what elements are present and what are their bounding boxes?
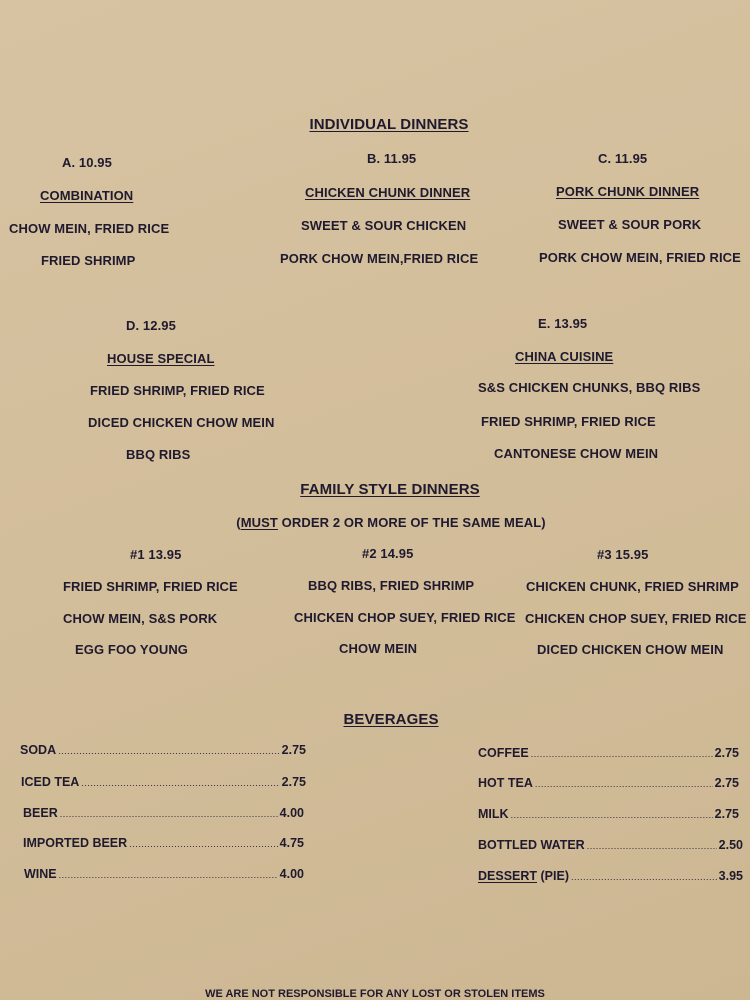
dinner-a-price: A. 10.95 (62, 155, 112, 170)
dinner-c-item: PORK CHOW MEIN, FRIED RICE (539, 250, 741, 265)
beverage-price: 3.95 (718, 869, 743, 883)
family-2-item: BBQ RIBS, FRIED SHRIMP (308, 578, 475, 593)
family-2-item: CHICKEN CHOP SUEY, FRIED RICE (294, 610, 516, 625)
beverage-name: SODA (20, 743, 57, 757)
family-dinners-note (236, 515, 545, 530)
beverage-name: MILK (478, 807, 509, 821)
beverage-name-wrap (478, 869, 569, 883)
leader-dots (587, 838, 717, 852)
beverage-name: IMPORTED BEER (23, 836, 128, 850)
dinner-c-item: SWEET & SOUR PORK (558, 217, 702, 232)
note-must: MUST (240, 515, 278, 530)
dinner-d-item: BBQ RIBS (126, 447, 191, 462)
beverage-row (478, 746, 739, 760)
dinner-d-name: HOUSE SPECIAL (107, 351, 215, 366)
beverage-price: 2.50 (718, 838, 743, 852)
leader-dots (531, 746, 713, 760)
beverage-row (478, 869, 743, 883)
family-3-item: CHICKEN CHOP SUEY, FRIED RICE (525, 611, 747, 626)
dinner-c-name: PORK CHUNK DINNER (556, 184, 700, 199)
family-3-item: CHICKEN CHUNK, FRIED SHRIMP (526, 579, 739, 594)
beverage-name: HOT TEA (478, 776, 533, 790)
beverage-price: 2.75 (714, 746, 739, 760)
leader-dots (571, 869, 717, 883)
beverage-price: 4.75 (279, 836, 304, 850)
family-3-price: #3 15.95 (597, 547, 649, 562)
beverage-row (23, 806, 304, 820)
dinner-e-item: S&S CHICKEN CHUNKS, BBQ RIBS (478, 380, 701, 395)
dinner-e-price: E. 13.95 (538, 316, 588, 331)
dinner-a-name: COMBINATION (40, 188, 134, 203)
beverage-price: 4.00 (279, 806, 304, 820)
beverage-name: BOTTLED WATER (478, 838, 585, 852)
family-2-price: #2 14.95 (362, 546, 414, 561)
dinner-e-item: FRIED SHRIMP, FRIED RICE (481, 414, 656, 429)
beverage-price: 2.75 (281, 743, 306, 757)
leader-dots (511, 807, 713, 821)
beverage-name: BEER (23, 806, 58, 820)
dinner-b-price: B. 11.95 (367, 151, 417, 166)
dinner-b-item: SWEET & SOUR CHICKEN (301, 218, 467, 233)
family-dinners-heading: FAMILY STYLE DINNERS (300, 481, 480, 498)
dinner-d-price: D. 12.95 (126, 318, 176, 333)
beverage-row (21, 775, 306, 789)
beverages-heading: BEVERAGES (343, 711, 439, 728)
dinner-c-price: C. 11.95 (598, 151, 648, 166)
family-1-item: FRIED SHRIMP, FRIED RICE (63, 579, 238, 594)
leader-dots (60, 806, 278, 820)
family-1-item: CHOW MEIN, S&S PORK (63, 611, 218, 626)
leader-dots (58, 743, 280, 757)
beverage-price: 4.00 (279, 867, 304, 881)
beverage-name: DESSERT (478, 869, 538, 883)
dinner-e-name: CHINA CUISINE (515, 349, 614, 364)
dinner-e-item: CANTONESE CHOW MEIN (494, 446, 659, 461)
beverage-row (23, 836, 304, 850)
family-1-item: EGG FOO YOUNG (75, 642, 189, 657)
beverage-suffix: (PIE) (537, 869, 569, 883)
beverage-row (478, 838, 743, 852)
family-3-item: DICED CHICKEN CHOW MEIN (537, 642, 724, 657)
dinner-d-item: DICED CHICKEN CHOW MEIN (88, 415, 275, 430)
beverage-name: COFFEE (478, 746, 529, 760)
beverage-name: ICED TEA (21, 775, 80, 789)
beverage-row (24, 867, 304, 881)
family-2-item: CHOW MEIN (339, 641, 418, 656)
beverage-row (20, 743, 306, 757)
dinner-b-name: CHICKEN CHUNK DINNER (305, 185, 471, 200)
dinner-a-item: FRIED SHRIMP (41, 253, 136, 268)
disclaimer-footer: WE ARE NOT RESPONSIBLE FOR ANY LOST OR STOLEN ITEMS (205, 988, 545, 1000)
leader-dots (81, 775, 279, 789)
beverage-price: 2.75 (714, 776, 739, 790)
dinner-b-item: PORK CHOW MEIN,FRIED RICE (280, 251, 479, 266)
beverage-price: 2.75 (281, 775, 306, 789)
family-1-price: #1 13.95 (130, 547, 182, 562)
beverage-price: 2.75 (714, 807, 739, 821)
beverage-row (478, 776, 739, 790)
leader-dots (535, 776, 713, 790)
dinner-a-item: CHOW MEIN, FRIED RICE (9, 221, 170, 236)
leader-dots (59, 867, 278, 881)
beverage-row (478, 807, 739, 821)
individual-dinners-heading: INDIVIDUAL DINNERS (309, 116, 469, 133)
beverage-name: WINE (24, 867, 57, 881)
dinner-d-item: FRIED SHRIMP, FRIED RICE (90, 383, 265, 398)
note-rest: ORDER 2 OR MORE OF THE SAME MEAL) (277, 515, 546, 530)
note-open-paren: ( (236, 515, 241, 530)
leader-dots (129, 836, 277, 850)
